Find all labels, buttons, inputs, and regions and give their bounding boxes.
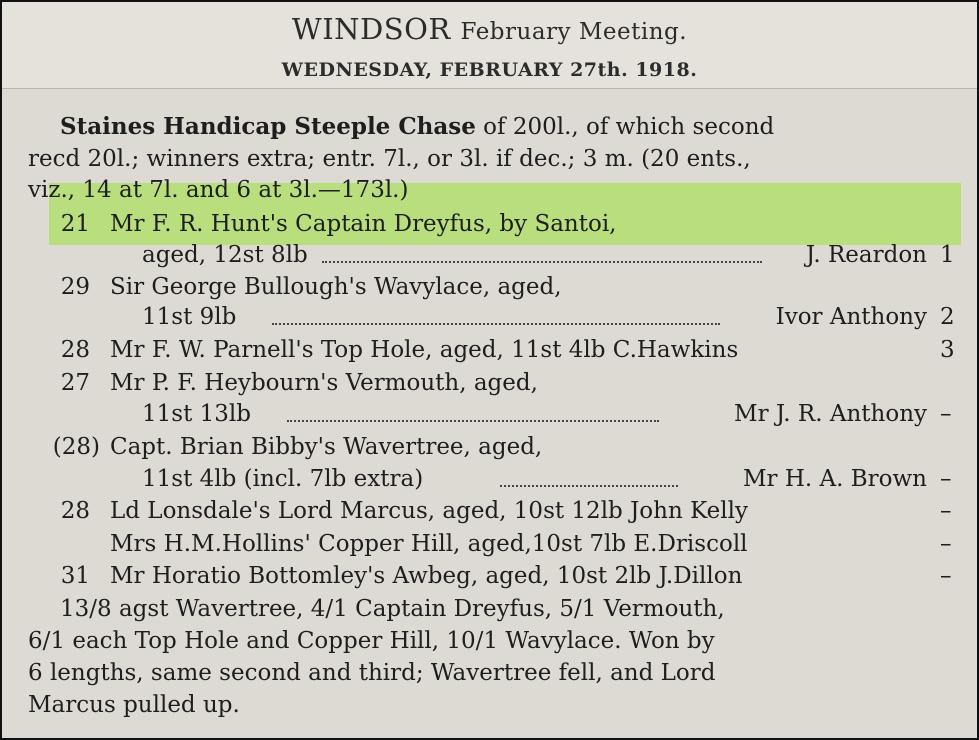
race-intro-line-1 xyxy=(60,112,774,142)
betting-line-3: 6 lengths, same second and third; Wavertree fell, and Lord xyxy=(28,660,716,686)
betting-line-2: 6/1 each Top Hole and Copper Hill, 10/1 Wavylace. Won by xyxy=(28,628,715,654)
runner-weight: 11st 13lb xyxy=(142,401,251,427)
leader-dots xyxy=(272,322,720,325)
race-intro-line-2: recd 20l.; winners extra; entr. 7l., or 3l. if dec.; 3 m. (20 ents., xyxy=(28,146,751,172)
runner-place: – xyxy=(940,466,952,492)
betting-line-4: Marcus pulled up. xyxy=(28,692,240,718)
title-windsor: WINDSOR xyxy=(291,12,451,46)
runner-line: Mr F. R. Hunt's Captain Dreyfus, by Santoi, xyxy=(110,211,617,237)
page-subtitle: WEDNESDAY, FEBRUARY 27th. 1918. xyxy=(281,59,698,81)
runner-place: – xyxy=(940,563,952,589)
leader-dots xyxy=(322,260,762,263)
race-name: Staines Handicap Steeple Chase xyxy=(60,113,476,140)
title-meeting: February Meeting. xyxy=(460,19,688,45)
runner-jockey: Ivor Anthony xyxy=(775,304,927,330)
runner-jockey: Mr H. A. Brown xyxy=(742,466,927,492)
runner-line: Ld Lonsdale's Lord Marcus, aged, 10st 12lb John Kelly xyxy=(110,498,748,524)
runner-number: (28) xyxy=(52,434,100,460)
runner-line: Mrs H.M.Hollins' Copper Hill, aged,10st 7lb E.Driscoll xyxy=(110,531,748,557)
runner-number: 28 xyxy=(60,498,90,524)
runner-place: 3 xyxy=(940,337,955,363)
runner-place: – xyxy=(940,531,952,557)
runner-jockey: J. Reardon xyxy=(805,242,927,268)
betting-line-1: 13/8 agst Wavertree, 4/1 Captain Dreyfus, 5/1 Vermouth, xyxy=(60,596,725,622)
runner-place: – xyxy=(940,401,952,427)
race-intro-text: of 200l., of which second xyxy=(483,114,775,140)
runner-line: Capt. Brian Bibby's Wavertree, aged, xyxy=(110,434,543,460)
runner-weight: aged, 12st 8lb xyxy=(142,242,308,268)
leader-dots xyxy=(500,484,678,487)
runner-weight: 11st 4lb (incl. 7lb extra) xyxy=(142,466,424,492)
runner-line: Mr Horatio Bottomley's Awbeg, aged, 10st 2lb J.Dillon xyxy=(110,563,743,589)
runner-line: Sir George Bullough's Wavylace, aged, xyxy=(110,274,562,300)
runner-number: 27 xyxy=(60,370,90,396)
runner-place: 2 xyxy=(940,304,955,330)
page-header xyxy=(2,2,977,89)
leader-dots xyxy=(287,419,659,422)
runner-place: 1 xyxy=(940,242,955,268)
runner-number: 29 xyxy=(60,274,90,300)
runner-number: 21 xyxy=(60,211,90,237)
runner-number: 31 xyxy=(60,563,90,589)
runner-jockey: Mr J. R. Anthony xyxy=(734,401,927,427)
race-intro-line-3: viz., 14 at 7l. and 6 at 3l.—173l.) xyxy=(28,177,409,203)
page-title xyxy=(2,12,977,46)
runner-line: Mr F. W. Parnell's Top Hole, aged, 11st 4lb C.Hawkins xyxy=(110,337,739,363)
runner-number: 28 xyxy=(60,337,90,363)
runner-line: Mr P. F. Heybourn's Vermouth, aged, xyxy=(110,370,538,396)
runner-weight: 11st 9lb xyxy=(142,304,237,330)
runner-place: – xyxy=(940,498,952,524)
